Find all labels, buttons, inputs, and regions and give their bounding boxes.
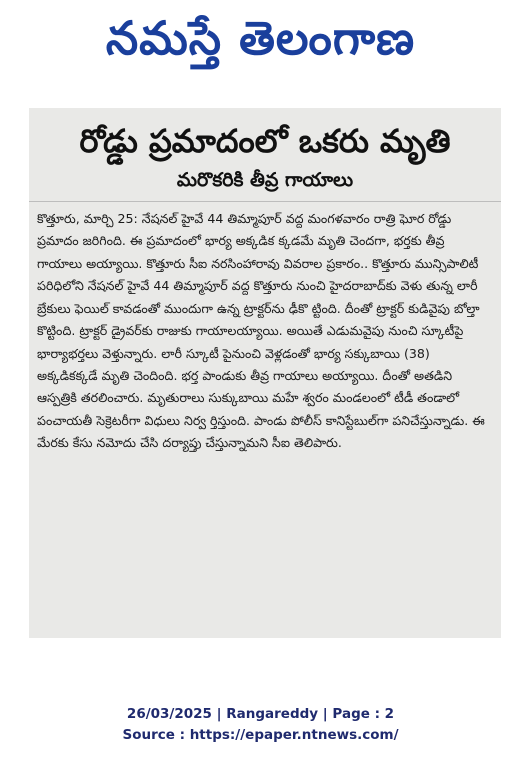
article-clipping	[29, 108, 501, 638]
divider	[29, 201, 501, 202]
article-subheadline: మరొకరికి తీవ్ర గాయాలు	[176, 169, 354, 192]
edition-info: 26/03/2025 | Rangareddy | Page : 2	[126, 706, 395, 722]
newspaper-logo: నమస్తే తెలంగాణ	[105, 10, 416, 65]
masthead	[0, 0, 521, 75]
source-link[interactable]: Source : https://epaper.ntnews.com/	[122, 727, 399, 743]
footer	[0, 704, 521, 746]
article-body: కొత్తూరు, మార్చి 25: నేషనల్ హైవే 44 తిమ్మాపూర్ వద్ద మంగళవారం రాత్రి ఘోర రోడ్డు ప్రమాదం జరిగింది. ఈ ప్రమాదంలో భార్య అక్కడిక క్కడమే మృతి చెందగా, భర్తకు తీవ్ర గాయాలు అయ్యాయి. కొత్తూరు సీఐ నరసింహారావు వివరాల ప్రకారం.. కొత్తూరు మున్సిపాలిటీ పరిధిలోని నేషనల్ హైవే 44 తిమ్మాపూర్ వద్ద కొత్తూరు నుంచి హైదరాబాద్‌కు వెళు తున్న లారీ బ్రేకులు ఫెయిల్ కావడంతో ముందుగా ఉన్న ట్రాక్టర్‌ను ఢీకొ ట్టింది. దీంతో ట్రాక్టర్ కుడివైపు బోల్తా కొట్టింది. ట్రాక్టర్ డ్రైవర్‌కు రాజుకు గాయాలయ్యాయి. అయితే ఎడుమవైపు నుంచి స్కూటీపై భార్యాభర్తలు వెళ్తున్నారు. లారీ స్కూటీ పైనుంచి వెళ్లడంతో భార్య సక్కుబాయి (38) అక్కడికక్కడే మృతి చెందింది. భర్త పాండుకు తీవ్ర గాయాలు అయ్యాయి. దీంతో అతడిని ఆస్పత్రికి తరలించారు. మృతురాలు సుక్కుబాయి మహే శ్వరం మండలంలో టీడీ తండాలో పంచాయతీ సెక్రెటరీగా విధులు నిర్వ ర్తిస్తుంది. పాండు పోలీస్ కానిస్టేబుల్‌గా పనిచేస్తున్నాడు. ఈ మేరకు కేసు నమోదు చేసి దర్యాప్తు చేస్తున్నామని సీఐ తెలిపారు.	[37, 211, 485, 451]
article-headline: రోడ్డు ప్రమాదంలో ఒకరు మృతి	[79, 122, 451, 160]
